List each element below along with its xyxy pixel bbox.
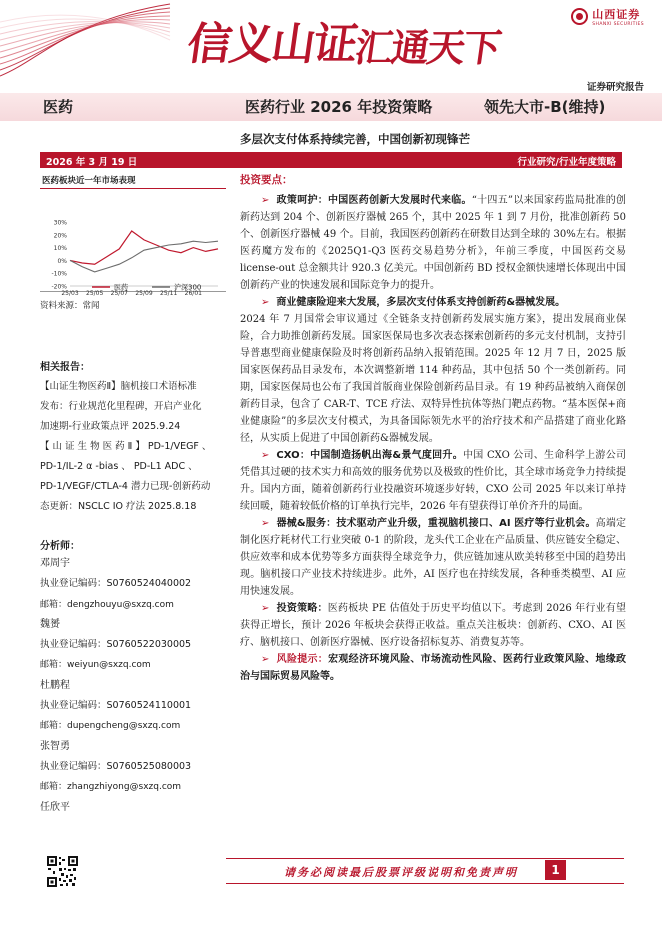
y-tick-label: 30% — [53, 219, 67, 227]
arrow-bullet-icon: ➢ — [261, 297, 270, 308]
footer-disclaimer[interactable]: 请务必阅读最后股票评级说明和免责声明 — [284, 866, 518, 879]
wave-decoration — [0, 0, 170, 76]
header-banner — [0, 0, 662, 80]
report-date: 2026 年 3 月 19 日 — [46, 157, 138, 168]
risk-body: 宏观经济环境风险、市场流动性风险、医药行业政策风险、地缘政治与国际贸易风险等。 — [240, 654, 627, 682]
arrow-bullet-icon: ➢ — [261, 603, 270, 614]
analyst-name: 邓周宇 — [40, 558, 70, 569]
risk-label: 风险提示： — [276, 654, 329, 665]
point-cxo — [240, 447, 626, 515]
x-tick-label: 25/03 — [61, 290, 79, 297]
title-band — [0, 93, 662, 121]
analyst-reg: 执业登记编码：S0760522030005 — [40, 639, 192, 651]
brand-char: 山 — [268, 19, 318, 70]
related-reports-title: 相关报告： — [40, 362, 90, 373]
y-tick-label: 0% — [57, 257, 67, 265]
logo-icon — [571, 8, 588, 25]
analyst-reg: 执业登记编码：S0760524110001 — [40, 700, 192, 712]
x-tick-label: 26/01 — [184, 290, 202, 297]
report-title: 医药行业 2026 年投资策略 — [245, 98, 433, 116]
brand-char: 义 — [226, 19, 276, 70]
y-tick-label: 20% — [53, 232, 67, 240]
sector-label: 医药 — [43, 98, 74, 116]
logo-name-en: SHANXI SECURITIES — [592, 22, 644, 27]
brand-char: 证 — [310, 19, 360, 70]
x-tick-label: 25/05 — [86, 290, 104, 297]
point-devices — [240, 515, 626, 600]
analyst-email[interactable]: 邮箱：weiyun@sxzq.com — [40, 660, 151, 671]
report-type: 证券研究报告 — [586, 82, 644, 93]
sidebar — [40, 172, 226, 818]
point-body: 2024 年 7 月国常会审议通过《全链条支持创新药发展实施方案》，提出发展商业保险，合力助推创新药发展。国家医保局也多次表态探索创新药的多元支付机制，支持引导普惠型商业健康保险及时将创新药品纳入报销范围。2025 年 12 月 7 日，2025 版国家医保药品目录发布，本次调整新增 114 种药品，其中包括 50 个一类创新药。同期，国家医保局也公布了我国首版商业保险创新药品目录。有 19 种药品被纳入商保创新药目录，包含了 CAR-T、TCE 疗法、双特异性抗体等热门靶点药物。“基本医保+商业健康险”的多层次支付模式，为具备国际领先水平的治疗技术和产品搭建了商业化路径，从实质上促进了中国创新药&器械发展。 — [240, 314, 626, 444]
point-body: 高端定制化医疗耗材代工行业突破 0-1 的阶段，龙头代工企业在产品质量、供应链安全稳定、供应效率和成本优势等多方面获得全球竞争力，供应链加速从欧美转移至中国的趋势出现。脑机接口产业技术持续进步。此外，AI 医疗也在持续发展，各种垂类模型、AI 应用快速发展。 — [240, 518, 626, 597]
point-heading: 投资策略： — [276, 603, 328, 614]
point-heading: 商业健康险迎来大发展，多层次支付体系支持创新药&器械发展。 — [276, 297, 566, 308]
arrow-bullet-icon: ➢ — [261, 654, 270, 665]
key-points-title: 投资要点： — [240, 174, 293, 186]
point-body: “十四五”以来国家药监局批准的创新药达到 204 个、创新医疗器械 265 个，其中 2025 年 1 到 7 月份，批准创新药 50 个、创新医疗器械 49 个。目前，我国医药创新药在研数目达到全球的 30%左右。根据医药魔方发布的《2025Q1-Q3 医药交易趋势分析》，年前三季度，中国医药交易 license-out 总金额共计 920.3 亿美元。中国创新药 BD 授权金额快速增长体现出中国创新药产业的快速发展和国际竞争力的提升。 — [240, 195, 626, 291]
point-body: 医药板块 PE 估值处于历史平均值以下。考虑到 2026 年行业有望获得正增长，预计 2026 年板块会获得正收益。重点关注板块：创新药、CXO、AI 医疗、脑机接口、创新医疗器械、医疗设备招标复苏、消费复苏等。 — [240, 603, 627, 648]
brand-char: 下 — [460, 25, 503, 70]
analyst-name: 魏赟 — [40, 618, 60, 630]
brand-char: 通 — [388, 25, 431, 70]
related-report-line[interactable]: 【 山 证 生 物 医 药 Ⅱ 】 PD-1/VEGF 、 — [40, 441, 212, 452]
point-policy — [240, 192, 626, 294]
related-report-line[interactable]: 态更新：NSCLC IO 疗法 2025.8.18 — [40, 501, 197, 512]
brand-char: 天 — [424, 25, 467, 70]
chart-title: 医药板块近一年市场表现 — [40, 172, 226, 189]
analyst-email[interactable]: 邮箱：dupengcheng@sxzq.com — [40, 721, 181, 732]
arrow-bullet-icon: ➢ — [261, 518, 270, 529]
point-strategy — [240, 600, 626, 651]
point-insurance — [240, 294, 626, 311]
report-subtitle: 多层次支付体系持续完善，中国创新初现锋芒 — [240, 132, 470, 146]
related-report-line[interactable]: 【山证生物医药Ⅱ】脑机接口术语标准 — [40, 381, 197, 392]
point-heading: 政策呵护：中国医药创新大发展时代来临。 — [276, 195, 472, 206]
analyst-name: 杜鹏程 — [40, 679, 70, 691]
analyst-name: 张智勇 — [40, 740, 70, 752]
page-number: 1 — [545, 860, 566, 880]
analysts-title: 分析师： — [40, 541, 80, 552]
rating-label: 领先大市-B(维持) — [484, 98, 606, 116]
brand-slogan — [184, 12, 504, 72]
legend-label: 医药 — [114, 283, 128, 292]
brand-char: 信 — [184, 19, 234, 70]
y-tick-label: 10% — [53, 245, 67, 253]
x-tick-label: 25/09 — [135, 290, 153, 297]
series-line — [70, 231, 218, 264]
analyst-reg: 执业登记编码：S0760525080003 — [40, 760, 192, 772]
x-tick-label: 25/11 — [160, 290, 178, 297]
logo-name-cn: 山西证券 — [592, 8, 641, 21]
market-chart — [40, 189, 226, 297]
point-heading: 器械&服务：技术驱动产业升级，重视脑机接口、AI 医疗等行业机会。 — [276, 518, 596, 529]
related-report-line[interactable]: 加速期-行业政策点评 2025.9.24 — [40, 421, 181, 432]
series-line — [70, 241, 218, 272]
analyst-name: 任欣平 — [40, 801, 70, 813]
point-heading: CXO：中国制造扬帆出海&景气度回升。 — [276, 450, 463, 461]
related-report-line[interactable]: 发布：行业规范化里程碑，开启产业化 — [40, 401, 202, 412]
main-content — [240, 172, 626, 685]
chart-source: 资料来源：常闻 — [40, 301, 100, 311]
point-risk — [240, 651, 626, 685]
y-tick-label: -20% — [51, 283, 67, 291]
point-body: 中国 CXO 公司、生命科学上游公司凭借其过硬的技术实力和高效的服务优势以及极致的性价比，其全球市场竞争力持续提升。国内方面，随着创新药行业投融资环境逐步好转，CXO 公司 2025 年以来订单持续回暖，随着较低价格的订单执行完毕，2026 年有望获得订单价齐升的局面。 — [240, 450, 626, 512]
arrow-bullet-icon: ➢ — [261, 450, 270, 461]
analyst-reg: 执业登记编码：S0760524040002 — [40, 578, 192, 590]
brand-char: 汇 — [352, 25, 395, 70]
date-bar — [40, 152, 622, 168]
qr-code-icon — [46, 855, 79, 888]
legend-label: 沪深300 — [174, 283, 202, 292]
report-category: 行业研究/行业年度策略 — [517, 157, 616, 168]
y-tick-label: -10% — [51, 270, 67, 278]
company-logo — [571, 6, 644, 27]
arrow-bullet-icon: ➢ — [261, 195, 270, 206]
market-chart-svg — [40, 189, 226, 297]
analyst-email[interactable]: 邮箱：zhangzhiyong@sxzq.com — [40, 782, 182, 793]
x-tick-label: 25/07 — [110, 290, 128, 297]
analyst-email[interactable]: 邮箱：dengzhouyu@sxzq.com — [40, 599, 174, 610]
related-report-line[interactable]: PD-1/VEGF/CTLA-4 潜力已现-创新药动 — [40, 481, 211, 492]
related-report-line[interactable]: PD-1/IL-2 α -bias 、 PD-L1 ADC 、 — [40, 461, 198, 472]
